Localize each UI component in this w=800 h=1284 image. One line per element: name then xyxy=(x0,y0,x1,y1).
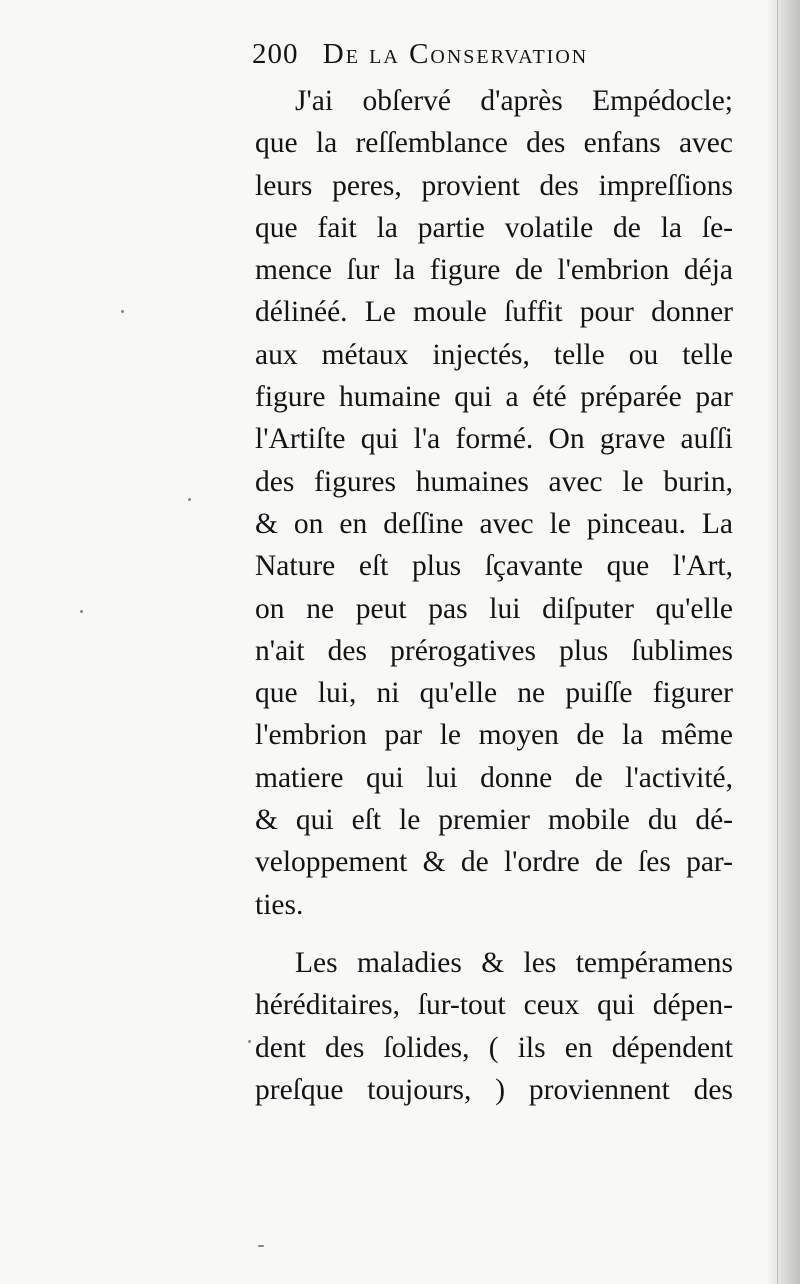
page-number: 200 xyxy=(252,38,299,70)
text-line: figure humaine qui a été préparée par xyxy=(255,381,733,414)
text-line: & on en deſſine avec le pinceau. La xyxy=(255,507,733,540)
text-line: mence ſur la figure de l'embrion déja xyxy=(255,254,733,287)
paragraph-gap xyxy=(255,926,733,942)
text-line: ties. xyxy=(255,888,304,921)
body-text xyxy=(255,80,733,1111)
text-line: héréditaires, ſur-tout ceux qui dépen- xyxy=(255,989,733,1022)
text-line: preſque toujours, ) proviennent des xyxy=(255,1073,733,1106)
text-line: l'Artiſte qui l'a formé. On grave auſſi xyxy=(255,423,733,456)
text-line: des figures humaines avec le burin, xyxy=(255,465,733,498)
text-line: Les maladies & les tempéramens xyxy=(295,946,733,979)
paper-speck xyxy=(121,310,124,313)
paper-speck xyxy=(248,1040,251,1043)
text-line: l'embrion par le moyen de la même xyxy=(255,719,733,752)
text-line: que lui, ni qu'elle ne puiſſe figurer xyxy=(255,677,733,710)
paper-speck xyxy=(188,498,191,501)
text-line: leurs peres, provient des impreſſions xyxy=(255,169,733,202)
text-line: J'ai obſervé d'après Empédocle; xyxy=(295,85,733,117)
text-line: n'ait des prérogatives plus ſublimes xyxy=(255,634,733,667)
running-title: De la Conservation xyxy=(322,38,589,70)
text-line: que fait la partie volatile de la ſe- xyxy=(255,211,733,244)
text-line: Nature eſt plus ſçavante que l'Art, xyxy=(255,550,733,583)
text-line: que la reſſemblance des enfans avec xyxy=(255,127,733,160)
text-line: & qui eſt le premier mobile du dé- xyxy=(255,804,733,837)
page-gutter-shadow xyxy=(766,0,800,1284)
paper-speck xyxy=(258,1245,264,1247)
text-line: aux métaux injectés, telle ou telle xyxy=(255,338,733,371)
text-line: matiere qui lui donne de l'activité, xyxy=(255,761,733,794)
text-line: on ne peut pas lui diſputer qu'elle xyxy=(255,592,733,625)
page-header xyxy=(252,38,672,78)
text-line: délinéé. Le moule ſuffit pour donner xyxy=(255,296,733,329)
text-line: veloppement & de l'ordre de ſes par- xyxy=(255,846,733,879)
paper-speck xyxy=(80,610,83,613)
page-edge xyxy=(777,0,778,1284)
text-line: dent des ſolides, ( ils en dépendent xyxy=(255,1031,733,1064)
